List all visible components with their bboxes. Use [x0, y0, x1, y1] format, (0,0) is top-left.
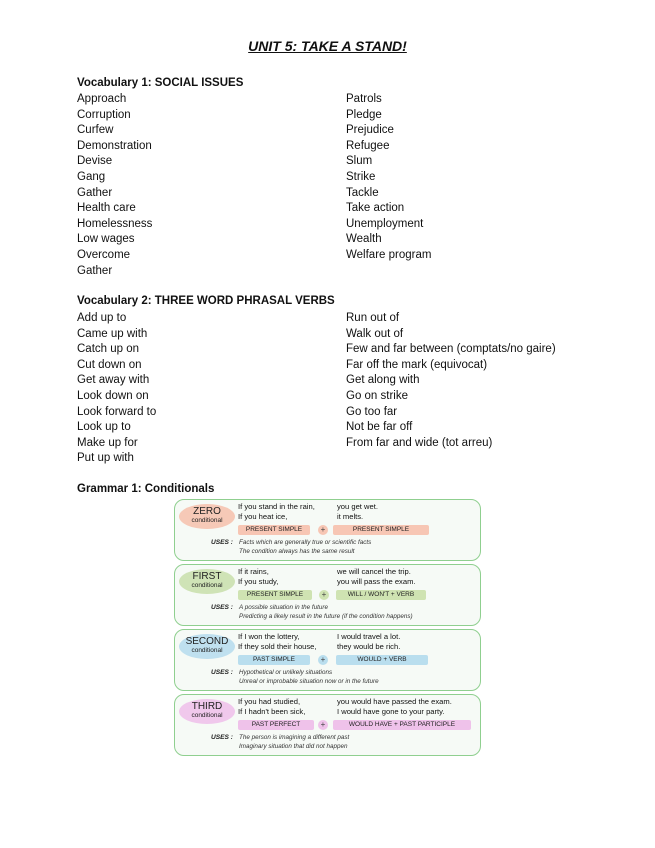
conditional-sub: conditional — [191, 582, 223, 589]
vocab1-left-item: Curfew — [77, 124, 114, 137]
conditional-badge — [179, 699, 235, 724]
example-result-1: you get wet. — [337, 502, 378, 511]
example-if-1: If you stand in the rain, — [238, 502, 315, 511]
plus-sign: + — [318, 655, 328, 665]
vocab2-right-item: Walk out of — [346, 327, 404, 340]
vocab1-right-item: Welfare program — [346, 248, 432, 261]
uses-label: USES : — [211, 669, 233, 676]
vocab1-right-item: Patrols — [346, 93, 382, 105]
conditional-sub: conditional — [191, 517, 223, 524]
uses-label: USES : — [211, 604, 233, 611]
vocab1-right-item: Prejudice — [346, 124, 394, 137]
vocab1-right-item: Pledge — [346, 108, 382, 121]
vocab2-right-item: From far and wide (tot arreu) — [346, 436, 493, 449]
vocab2-right-item: Few and far between (comptats/no gaire) — [346, 343, 556, 356]
conditional-sub: conditional — [191, 712, 223, 719]
vocab2-left-list — [77, 311, 156, 467]
vocab1-left-item: Demonstration — [77, 139, 152, 152]
tense-pill-result: WOULD + VERB — [336, 655, 428, 665]
vocab2-left-item: Cut down on — [77, 358, 142, 371]
use-line-2: The condition always has the same result — [239, 548, 355, 555]
vocab2-heading: Vocabulary 2: THREE WORD PHRASAL VERBS — [77, 295, 335, 307]
vocab1-right-item: Unemployment — [346, 217, 424, 230]
conditional-badge — [179, 634, 235, 659]
vocab2-left-item: Look down on — [77, 389, 149, 402]
vocab2-left-item: Add up to — [77, 312, 127, 324]
vocab2-right-item: Far off the mark (equivocat) — [346, 358, 488, 371]
conditional-name: THIRD — [191, 701, 223, 712]
vocab2-right-item: Get along with — [346, 374, 420, 387]
vocab2-left-item: Get away with — [77, 374, 150, 387]
conditional-badge — [179, 504, 235, 529]
vocab1-left-item: Approach — [77, 93, 127, 105]
conditional-box — [174, 629, 481, 691]
tense-pill-result: WILL / WON'T + VERB — [336, 590, 426, 600]
conditional-name: ZERO — [193, 506, 221, 517]
plus-sign: + — [318, 720, 328, 730]
vocab1-left-item: Gather — [77, 186, 113, 199]
vocab1-left-item: Homelessness — [77, 217, 153, 230]
vocab1-right-item: Strike — [346, 170, 376, 183]
use-line-2: Unreal or improbable situation now or in the future — [239, 678, 379, 685]
example-result-2: you will pass the exam. — [337, 577, 416, 586]
use-line-1: The person is imagining a different past — [239, 734, 350, 741]
page-title: UNIT 5: TAKE A STAND! — [248, 38, 407, 54]
plus-sign: + — [319, 590, 329, 600]
example-result-2: I would have gone to your party. — [337, 707, 445, 716]
vocab2-right-item: Go on strike — [346, 389, 408, 402]
tense-pill-if: PRESENT SIMPLE — [238, 525, 310, 535]
tense-pill-if: PRESENT SIMPLE — [238, 590, 312, 600]
use-line-1: A possible situation in the future — [239, 604, 329, 611]
vocab2-left-item: Put up with — [77, 452, 134, 465]
vocab1-left-item: Corruption — [77, 108, 131, 121]
vocab1-right-item: Refugee — [346, 139, 390, 152]
uses-label: USES : — [211, 734, 233, 741]
conditional-box — [174, 564, 481, 626]
vocab1-left-item: Low wages — [77, 233, 135, 246]
use-line-1: Hypothetical or unlikely situations — [239, 669, 333, 676]
vocab1-right-list — [346, 92, 431, 264]
example-if-1: If you had studied, — [238, 697, 301, 706]
vocab1-left-item: Overcome — [77, 248, 131, 261]
use-line-2: Predicting a likely result in the future (if the condition happens) — [239, 613, 413, 620]
vocab1-right-item: Wealth — [346, 233, 382, 246]
example-result-2: they would be rich. — [337, 642, 401, 651]
uses-label: USES : — [211, 539, 233, 546]
vocab1-right-item: Tackle — [346, 186, 379, 199]
vocab2-right-item: Run out of — [346, 312, 400, 324]
vocab1-right-item: Slum — [346, 155, 373, 168]
vocab2-left-item: Look forward to — [77, 405, 157, 418]
example-if-1: If I won the lottery, — [238, 632, 300, 641]
example-result-2: it melts. — [337, 512, 364, 521]
vocab2-right-item: Go too far — [346, 405, 398, 418]
example-result-1: we will cancel the trip. — [337, 567, 411, 576]
vocab1-left-list — [77, 92, 152, 279]
conditional-name: FIRST — [192, 571, 222, 582]
vocab1-left-item: Gather — [77, 264, 113, 277]
tense-pill-if: PAST SIMPLE — [238, 655, 310, 665]
vocab2-left-item: Make up for — [77, 436, 138, 449]
vocab1-left-item: Devise — [77, 155, 113, 168]
grammar-heading: Grammar 1: Conditionals — [77, 483, 215, 495]
example-if-2: If you heat ice, — [238, 512, 288, 521]
tense-pill-if: PAST PERFECT — [238, 720, 314, 730]
example-result-1: I would travel a lot. — [337, 632, 401, 641]
example-if-1: If it rains, — [238, 567, 269, 576]
vocab2-left-item: Look up to — [77, 421, 131, 434]
example-if-2: If I hadn't been sick, — [238, 707, 306, 716]
vocab2-left-item: Catch up on — [77, 343, 140, 356]
vocab2-left-item: Came up with — [77, 327, 148, 340]
vocab2-right-list — [346, 311, 556, 451]
use-line-1: Facts which are generally true or scientific facts — [239, 539, 372, 546]
conditional-box — [174, 499, 481, 561]
example-result-1: you would have passed the exam. — [337, 697, 452, 706]
vocab1-heading: Vocabulary 1: SOCIAL ISSUES — [77, 77, 244, 89]
example-if-2: If they sold their house, — [238, 642, 317, 651]
tense-pill-result: PRESENT SIMPLE — [333, 525, 429, 535]
conditional-badge — [179, 569, 235, 594]
conditional-sub: conditional — [191, 647, 223, 654]
vocab1-left-item: Gang — [77, 170, 106, 183]
use-line-2: Imaginary situation that did not happen — [239, 743, 348, 750]
plus-sign: + — [318, 525, 328, 535]
conditional-name: SECOND — [185, 636, 229, 647]
tense-pill-result: WOULD HAVE + PAST PARTICIPLE — [333, 720, 471, 730]
vocab1-left-item: Health care — [77, 202, 136, 215]
vocab1-right-item: Take action — [346, 202, 405, 215]
conditional-box — [174, 694, 481, 756]
example-if-2: If you study, — [238, 577, 279, 586]
vocab2-right-item: Not be far off — [346, 421, 413, 434]
